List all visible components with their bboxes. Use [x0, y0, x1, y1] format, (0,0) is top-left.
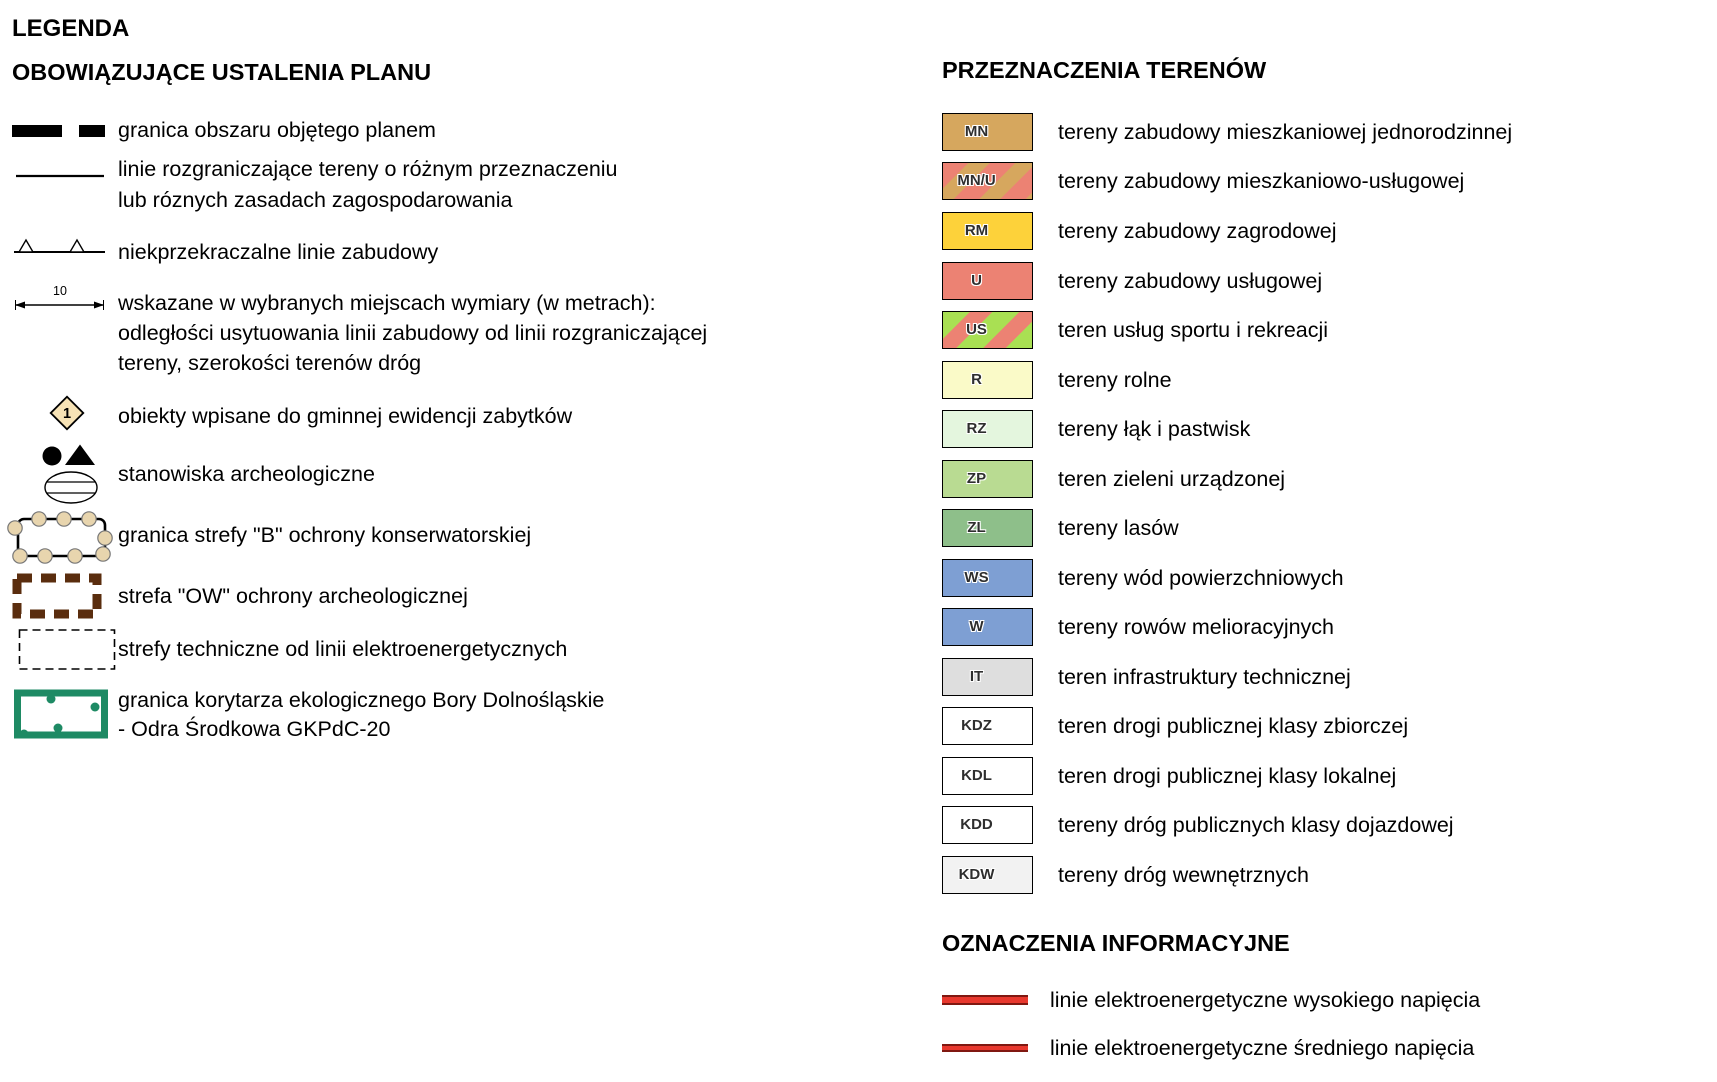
zone-swatch-w: W [942, 608, 1033, 646]
zone-label: tereny zabudowy mieszkaniowo-usługowej [1058, 169, 1465, 193]
legend-item-label: wskazane w wybranych miejscach wymiary (w metrach): odległości usytuowania linii zabudowy od linii rozgraniczającej tereny, szerokości terenów dróg [118, 291, 708, 375]
zone-label: tereny zabudowy usługowej [1058, 269, 1323, 293]
plan-area-boundary-icon [12, 124, 107, 138]
zone-row [942, 361, 1662, 399]
zone-swatch-ws: WS [942, 559, 1033, 597]
legend-item-label: granica korytarza ekologicznego Bory Dolnośląskie - Odra Środkowa GKPdC-20 [118, 688, 605, 741]
zone-swatch-it: IT [942, 658, 1033, 696]
zone-label: tereny rolne [1058, 368, 1172, 392]
zone-row [942, 410, 1662, 448]
zone-swatch-mn: MN [942, 113, 1033, 151]
zone-label: teren infrastruktury technicznej [1058, 665, 1351, 689]
zone-row [942, 806, 1662, 844]
zone-swatch-u: U [942, 262, 1033, 300]
zone-row [942, 311, 1662, 349]
zone-label: tereny dróg wewnętrznych [1058, 863, 1309, 887]
technical-strip-icon [17, 626, 119, 672]
zone-label: tereny wód powierzchniowych [1058, 566, 1344, 590]
zone-row [942, 509, 1662, 547]
zone-swatch-r: R [942, 361, 1033, 399]
archaeological-site-icon [39, 440, 105, 504]
zone-swatch-us: US [942, 311, 1033, 349]
info-section-heading: OZNACZENIA INFORMACYJNE [942, 930, 1290, 956]
legend-item-label: strefy techniczne od linii elektroenergetycznych [118, 637, 568, 661]
info-label: linie elektroenergetyczne wysokiego napięcia [1050, 987, 1481, 1012]
binding-section-heading: OBOWIĄZUJĄCE USTALENIA PLANU [12, 59, 432, 85]
zone-label: teren drogi publicznej klasy zbiorczej [1058, 714, 1409, 738]
legend-item-label: stanowiska archeologiczne [118, 462, 375, 486]
zone-row [942, 757, 1662, 795]
power-line-medium-voltage-icon [942, 1044, 1028, 1052]
zone-label: tereny zabudowy mieszkaniowej jednorodzinnej [1058, 120, 1513, 144]
zone-row [942, 707, 1662, 745]
legend-item-label: granica strefy "B" ochrony konserwatorskiej [118, 523, 532, 547]
zone-label: tereny lasów [1058, 516, 1179, 540]
info-row [942, 986, 1480, 1014]
zone-label: tereny zabudowy zagrodowej [1058, 219, 1337, 243]
zone-row [942, 608, 1662, 646]
legend-item-label: granica obszaru objętego planem [118, 118, 436, 142]
dimension-number: 10 [53, 284, 67, 298]
dimension-arrow-icon [12, 284, 107, 310]
zone-row [942, 559, 1662, 597]
legend-item-label: obiekty wpisane do gminnej ewidencji zabytków [118, 404, 573, 428]
zone-row [942, 460, 1662, 498]
page-title: LEGENDA [12, 15, 130, 42]
monument-number: 1 [62, 406, 72, 422]
zone-label: teren zieleni urządzonej [1058, 467, 1286, 491]
info-label: linie elektroenergetyczne średniego napięcia [1050, 1035, 1475, 1060]
zone-b-boundary-icon [6, 508, 118, 564]
zone-label: teren usług sportu i rekreacji [1058, 318, 1329, 342]
zone-row [942, 262, 1662, 300]
legend-item-label: niekprzekraczalne linie zabudowy [118, 240, 439, 264]
zone-label: tereny rowów melioracyjnych [1058, 615, 1335, 639]
zone-swatch-rz: RZ [942, 410, 1033, 448]
building-limit-line-icon [12, 236, 108, 258]
dividing-line-icon [14, 171, 109, 181]
legend-item-label: linie rozgraniczające tereny o różnym przeznaczeniu lub róznych zasadach zagospodarowania [118, 157, 618, 212]
legend-item-label: strefa "OW" ochrony archeologicznej [118, 584, 468, 608]
ecological-corridor-icon [11, 683, 109, 741]
zones-section-heading: PRZEZNACZENIA TERENÓW [942, 57, 1267, 83]
zone-swatch-kdw: KDW [942, 856, 1033, 894]
monument-diamond-icon [49, 395, 85, 431]
zone-row [942, 113, 1662, 151]
zone-label: tereny łąk i pastwisk [1058, 417, 1251, 441]
zone-swatch-mnu: MN/U [942, 162, 1033, 200]
zone-swatch-kdz: KDZ [942, 707, 1033, 745]
zone-ow-icon [11, 572, 105, 622]
zone-row [942, 162, 1662, 200]
zone-swatch-rm: RM [942, 212, 1033, 250]
power-line-high-voltage-icon [942, 995, 1028, 1005]
zone-swatch-kdd: KDD [942, 806, 1033, 844]
zone-label: tereny dróg publicznych klasy dojazdowej [1058, 813, 1454, 837]
zone-swatch-kdl: KDL [942, 757, 1033, 795]
info-row [942, 1034, 1474, 1062]
zone-label: teren drogi publicznej klasy lokalnej [1058, 764, 1397, 788]
zone-row [942, 856, 1662, 894]
zone-swatch-zl: ZL [942, 509, 1033, 547]
zone-swatch-zp: ZP [942, 460, 1033, 498]
zone-row [942, 212, 1662, 250]
zone-row [942, 658, 1662, 696]
